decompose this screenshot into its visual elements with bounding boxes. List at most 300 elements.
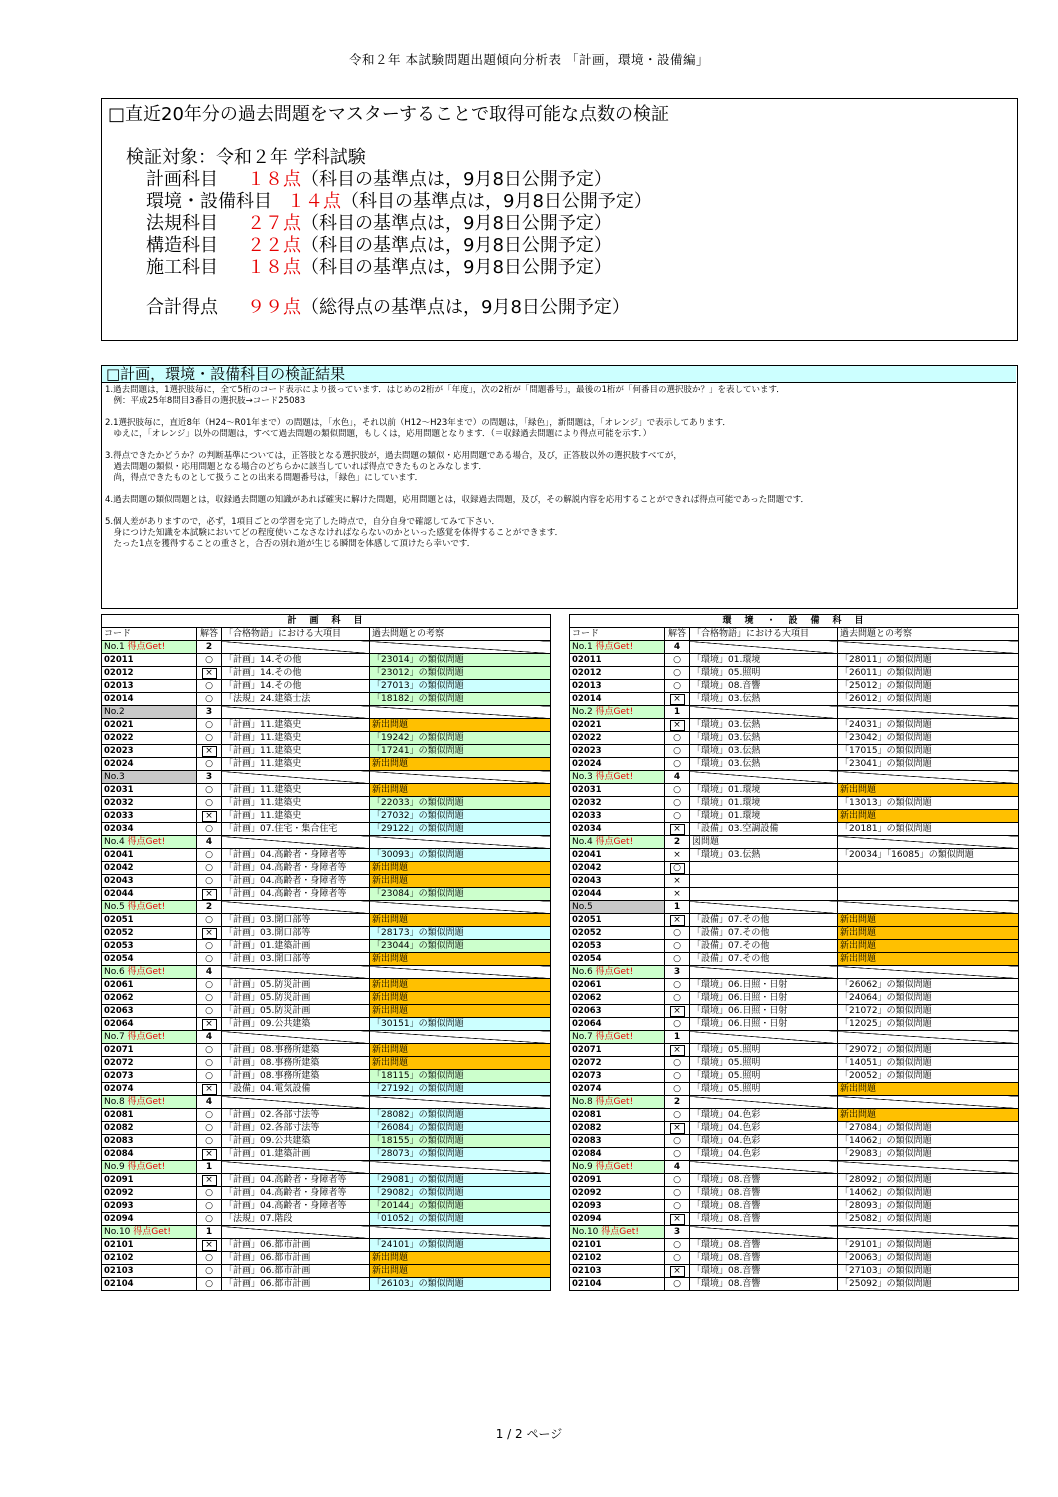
question-no: No.10 xyxy=(104,1227,131,1237)
header-note: 過去問題との考察 xyxy=(370,628,551,641)
judgement-mark: ○ xyxy=(205,1266,213,1276)
score-get-label: 得点Get! xyxy=(127,642,166,652)
judgement-cell xyxy=(197,1213,222,1226)
judgement-cell xyxy=(665,849,690,862)
choice-code: 02032 xyxy=(570,797,665,810)
item-category: 「法規」07.階段 xyxy=(222,1213,370,1226)
choice-code: 02084 xyxy=(570,1148,665,1161)
past-question-note: 「29122」の類似問題 xyxy=(370,823,551,836)
past-question-note: 「29081」の類似問題 xyxy=(370,1174,551,1187)
group-item xyxy=(222,1096,370,1109)
score-get-label: 得点Get! xyxy=(595,1032,634,1042)
past-question-note: 「23084」の類似問題 xyxy=(370,888,551,901)
results-note-line: 5.個人差がありますので，必ず，1項目ごとの学習を完了した時点で，自分自身で確認してみて下さい． xyxy=(105,517,501,527)
table-row xyxy=(570,1213,1019,1226)
judgement-mark: ○ xyxy=(673,798,681,808)
judgement-cell xyxy=(197,810,222,823)
group-note xyxy=(838,1031,1019,1044)
score-line xyxy=(146,169,612,191)
judgement-mark: ○ xyxy=(673,993,681,1003)
judgement-mark: ○ xyxy=(205,1071,213,1081)
judgement-mark: ○ xyxy=(205,980,213,990)
choice-code: 02063 xyxy=(570,1005,665,1018)
judgement-cell xyxy=(665,797,690,810)
table-row xyxy=(570,1278,1019,1291)
judgement-cell xyxy=(665,1135,690,1148)
question-no: No.5 xyxy=(572,902,593,912)
table-row xyxy=(570,979,1019,992)
group-item xyxy=(690,1096,838,1109)
score-get-label: 得点Get! xyxy=(127,967,166,977)
header-item: 「合格物語」における大項目 xyxy=(222,628,370,641)
choice-code: 02101 xyxy=(570,1239,665,1252)
past-question-note: 新出問題 xyxy=(370,953,551,966)
score-get-label: 得点Get! xyxy=(127,1097,166,1107)
header-note: 過去問題との考察 xyxy=(838,628,1019,641)
judgement-mark: × xyxy=(670,1123,685,1134)
group-note xyxy=(838,1226,1019,1239)
table-row xyxy=(102,1148,551,1161)
table-row xyxy=(570,745,1019,758)
group-note xyxy=(838,836,1019,849)
table-row xyxy=(102,1187,551,1200)
item-category: 「環境」06.日照・日射 xyxy=(690,1005,838,1018)
table-row xyxy=(102,953,551,966)
score-verification-box xyxy=(101,98,1018,341)
table-row xyxy=(102,1057,551,1070)
planning-table xyxy=(101,614,551,1291)
judgement-cell xyxy=(197,979,222,992)
item-category: 「計画」11.建築史 xyxy=(222,732,370,745)
subject-note: （科目の基準点は，9月8日公開予定） xyxy=(301,235,612,256)
item-category: 「計画」11.建築史 xyxy=(222,758,370,771)
table-row xyxy=(570,654,1019,667)
table-row xyxy=(570,1148,1019,1161)
correct-answer: 1 xyxy=(665,901,690,914)
group-item xyxy=(222,1031,370,1044)
table-row xyxy=(102,1109,551,1122)
item-category: 「環境」03.伝熱 xyxy=(690,758,838,771)
table-row xyxy=(102,914,551,927)
judgement-mark: × xyxy=(670,694,685,705)
past-question-note: 「24031」の類似問題 xyxy=(838,719,1019,732)
question-number xyxy=(102,1096,197,1109)
score-line xyxy=(146,257,612,279)
correct-answer: 2 xyxy=(665,836,690,849)
question-number xyxy=(102,706,197,719)
table-row xyxy=(570,1005,1019,1018)
judgement-mark: ○ xyxy=(205,1045,213,1055)
question-no: No.6 xyxy=(572,967,593,977)
judgement-mark: × xyxy=(673,889,681,899)
question-number xyxy=(102,966,197,979)
judgement-mark: ○ xyxy=(673,1279,681,1289)
table-title: 計 画 科 目 xyxy=(102,615,551,628)
question-no: No.2 xyxy=(572,707,593,717)
judgement-mark: × xyxy=(673,876,681,886)
judgement-cell xyxy=(665,810,690,823)
judgement-mark: × xyxy=(670,720,685,731)
past-question-note: 新出問題 xyxy=(838,927,1019,940)
group-note xyxy=(370,1226,551,1239)
subject-score: ２７点 xyxy=(247,213,301,234)
question-number xyxy=(102,1031,197,1044)
table-row xyxy=(570,1057,1019,1070)
table-row xyxy=(570,1174,1019,1187)
judgement-mark: × xyxy=(202,811,217,822)
table-row xyxy=(570,1239,1019,1252)
choice-code: 02023 xyxy=(570,745,665,758)
judgement-mark: ○ xyxy=(205,1253,213,1263)
judgement-mark: × xyxy=(202,1175,217,1186)
judgement-mark: × xyxy=(202,928,217,939)
item-category: 「環境」05.照明 xyxy=(690,1083,838,1096)
item-category: 「計画」11.建築史 xyxy=(222,784,370,797)
judgement-cell xyxy=(197,667,222,680)
judgement-cell xyxy=(665,1005,690,1018)
item-category: 「計画」09.公共建築 xyxy=(222,1018,370,1031)
correct-answer: 4 xyxy=(665,1161,690,1174)
verification-target: 検証対象：令和２年 学科試験 xyxy=(126,147,366,168)
question-no: No.7 xyxy=(572,1032,593,1042)
item-category: 「計画」02.各部寸法等 xyxy=(222,1109,370,1122)
group-item xyxy=(222,641,370,654)
judgement-mark: ○ xyxy=(673,1188,681,1198)
question-number xyxy=(570,901,665,914)
table-row xyxy=(102,888,551,901)
past-question-note: 「27032」の類似問題 xyxy=(370,810,551,823)
group-item xyxy=(222,966,370,979)
judgement-mark: ○ xyxy=(673,759,681,769)
judgement-cell xyxy=(197,1044,222,1057)
judgement-cell xyxy=(197,1109,222,1122)
judgement-cell xyxy=(665,940,690,953)
table-row xyxy=(102,992,551,1005)
judgement-mark: × xyxy=(673,850,681,860)
correct-answer: 3 xyxy=(197,771,222,784)
item-category: 「環境」01.環境 xyxy=(690,654,838,667)
judgement-cell xyxy=(665,979,690,992)
subject-label: 計画科目 xyxy=(146,169,218,190)
choice-code: 02013 xyxy=(570,680,665,693)
item-category: 「環境」03.伝熱 xyxy=(690,732,838,745)
choice-code: 02062 xyxy=(570,992,665,1005)
group-item xyxy=(222,901,370,914)
past-question-note: 「24101」の類似問題 xyxy=(370,1239,551,1252)
choice-code: 02024 xyxy=(102,758,197,771)
judgement-cell xyxy=(197,940,222,953)
table-row xyxy=(570,1252,1019,1265)
judgement-mark: ○ xyxy=(673,733,681,743)
judgement-mark: ○ xyxy=(673,1110,681,1120)
judgement-mark: ○ xyxy=(205,733,213,743)
correct-answer: 1 xyxy=(197,1161,222,1174)
item-category: 「計画」04.高齢者・身障者等 xyxy=(222,875,370,888)
judgement-cell xyxy=(197,1070,222,1083)
item-category: 「設備」07.その他 xyxy=(690,953,838,966)
question-number xyxy=(102,1226,197,1239)
judgement-cell xyxy=(197,732,222,745)
choice-code: 02104 xyxy=(570,1278,665,1291)
table-row xyxy=(102,1070,551,1083)
past-question-note: 「29072」の類似問題 xyxy=(838,1044,1019,1057)
subject-score: ２２点 xyxy=(247,235,301,256)
judgement-mark: ○ xyxy=(673,655,681,665)
judgement-mark: ○ xyxy=(205,694,213,704)
judgement-cell xyxy=(197,1265,222,1278)
choice-code: 02051 xyxy=(102,914,197,927)
judgement-mark: ○ xyxy=(205,1214,213,1224)
judgement-cell xyxy=(665,1083,690,1096)
item-category: 「計画」07.住宅・集合住宅 xyxy=(222,823,370,836)
judgement-cell xyxy=(197,1057,222,1070)
judgement-cell xyxy=(197,1278,222,1291)
choice-code: 02072 xyxy=(570,1057,665,1070)
past-question-note: 新出問題 xyxy=(838,1109,1019,1122)
choice-code: 02074 xyxy=(102,1083,197,1096)
judgement-mark: × xyxy=(202,746,217,757)
question-number xyxy=(570,1161,665,1174)
choice-code: 02044 xyxy=(102,888,197,901)
judgement-cell xyxy=(197,1252,222,1265)
judgement-mark: × xyxy=(670,824,685,835)
question-no: No.3 xyxy=(104,772,125,782)
past-question-note: 「20052」の類似問題 xyxy=(838,1070,1019,1083)
choice-code: 02081 xyxy=(102,1109,197,1122)
judgement-mark: ○ xyxy=(205,850,213,860)
choice-code: 02081 xyxy=(570,1109,665,1122)
group-item xyxy=(222,1226,370,1239)
judgement-mark: ○ xyxy=(673,1253,681,1263)
table-row xyxy=(102,862,551,875)
question-no: No.4 xyxy=(104,837,125,847)
choice-code: 02043 xyxy=(570,875,665,888)
judgement-mark: ○ xyxy=(205,655,213,665)
past-question-note: 「23042」の類似問題 xyxy=(838,732,1019,745)
table-row xyxy=(570,732,1019,745)
past-question-note: 「23012」の類似問題 xyxy=(370,667,551,680)
past-question-note: 新出問題 xyxy=(838,784,1019,797)
judgement-mark: × xyxy=(202,889,217,900)
question-number xyxy=(102,836,197,849)
item-category: 「環境」01.環境 xyxy=(690,797,838,810)
total-score: ９９点 xyxy=(247,297,301,318)
group-note xyxy=(370,836,551,849)
item-category: 「環境」03.伝熱 xyxy=(690,719,838,732)
table-row xyxy=(570,810,1019,823)
judgement-cell xyxy=(665,823,690,836)
past-question-note: 「25082」の類似問題 xyxy=(838,1213,1019,1226)
judgement-cell xyxy=(197,888,222,901)
choice-code: 02034 xyxy=(570,823,665,836)
past-question-note: 「17015」の類似問題 xyxy=(838,745,1019,758)
table-row xyxy=(570,1265,1019,1278)
table-row xyxy=(570,1200,1019,1213)
choice-code: 02083 xyxy=(570,1135,665,1148)
choice-code: 02014 xyxy=(570,693,665,706)
choice-code: 02064 xyxy=(102,1018,197,1031)
judgement-cell xyxy=(197,992,222,1005)
judgement-cell xyxy=(665,1187,690,1200)
past-question-note: 「26084」の類似問題 xyxy=(370,1122,551,1135)
past-question-note: 「20144」の類似問題 xyxy=(370,1200,551,1213)
item-category: 「計画」08.事務所建築 xyxy=(222,1070,370,1083)
total-score-line xyxy=(146,297,630,319)
judgement-cell xyxy=(665,1109,690,1122)
past-question-note: 新出問題 xyxy=(370,1005,551,1018)
judgement-cell xyxy=(665,888,690,901)
judgement-mark: × xyxy=(670,1006,685,1017)
choice-code: 02082 xyxy=(570,1122,665,1135)
judgement-mark: ○ xyxy=(673,1019,681,1029)
header-code: コード xyxy=(570,628,665,641)
header-item: 「合格物語」における大項目 xyxy=(690,628,838,641)
item-category: 「計画」11.建築史 xyxy=(222,745,370,758)
table-row xyxy=(102,1122,551,1135)
judgement-cell xyxy=(197,849,222,862)
past-question-note: 「26011」の類似問題 xyxy=(838,667,1019,680)
question-number xyxy=(102,641,197,654)
judgement-mark: ○ xyxy=(673,811,681,821)
past-question-note: 新出問題 xyxy=(370,979,551,992)
table-row xyxy=(570,1122,1019,1135)
choice-code: 02102 xyxy=(570,1252,665,1265)
judgement-mark: ○ xyxy=(205,720,213,730)
group-item: 図問題 xyxy=(690,836,838,849)
judgement-mark: ○ xyxy=(205,824,213,834)
judgement-mark: ○ xyxy=(673,1084,681,1094)
judgement-cell xyxy=(197,1083,222,1096)
table-row xyxy=(570,888,1019,901)
past-question-note: 「28173」の類似問題 xyxy=(370,927,551,940)
choice-code: 02063 xyxy=(102,1005,197,1018)
item-category: 「環境」05.照明 xyxy=(690,667,838,680)
group-note xyxy=(838,771,1019,784)
choice-code: 02041 xyxy=(570,849,665,862)
judgement-cell xyxy=(197,719,222,732)
judgement-cell xyxy=(197,797,222,810)
judgement-cell xyxy=(665,693,690,706)
past-question-note: 「25092」の類似問題 xyxy=(838,1278,1019,1291)
past-question-note: 「19242」の類似問題 xyxy=(370,732,551,745)
judgement-mark: ○ xyxy=(673,928,681,938)
item-category: 「環境」05.照明 xyxy=(690,1057,838,1070)
table-row xyxy=(570,1044,1019,1057)
table-row xyxy=(102,927,551,940)
judgement-cell xyxy=(665,927,690,940)
question-number xyxy=(102,901,197,914)
table-row xyxy=(102,745,551,758)
item-category: 「計画」04.高齢者・身障者等 xyxy=(222,1187,370,1200)
item-category: 「環境」08.音響 xyxy=(690,680,838,693)
group-note xyxy=(370,966,551,979)
header-code: コード xyxy=(102,628,197,641)
table-row xyxy=(570,1135,1019,1148)
judgement-mark: ○ xyxy=(205,785,213,795)
question-no: No.8 xyxy=(572,1097,593,1107)
past-question-note: 新出問題 xyxy=(370,1252,551,1265)
judgement-cell xyxy=(197,1200,222,1213)
choice-code: 02103 xyxy=(102,1265,197,1278)
past-question-note: 「12025」の類似問題 xyxy=(838,1018,1019,1031)
choice-code: 02012 xyxy=(102,667,197,680)
judgement-mark: ○ xyxy=(673,980,681,990)
item-category: 「環境」08.音響 xyxy=(690,1265,838,1278)
past-question-note: 新出問題 xyxy=(838,940,1019,953)
judgement-cell xyxy=(665,1070,690,1083)
judgement-cell xyxy=(665,914,690,927)
judgement-mark: ○ xyxy=(205,1123,213,1133)
judgement-cell xyxy=(197,1148,222,1161)
item-category: 「計画」04.高齢者・身障者等 xyxy=(222,849,370,862)
group-item xyxy=(690,966,838,979)
item-category: 「計画」08.事務所建築 xyxy=(222,1044,370,1057)
choice-code: 02073 xyxy=(102,1070,197,1083)
choice-code: 02022 xyxy=(570,732,665,745)
judgement-mark: ○ xyxy=(673,941,681,951)
choice-code: 02084 xyxy=(102,1148,197,1161)
past-question-note: 「18182」の類似問題 xyxy=(370,693,551,706)
item-category: 「計画」02.各部寸法等 xyxy=(222,1122,370,1135)
judgement-mark: ○ xyxy=(673,1175,681,1185)
item-category: 「環境」06.日照・日射 xyxy=(690,979,838,992)
question-no: No.2 xyxy=(104,707,125,717)
score-get-label: 得点Get! xyxy=(127,837,166,847)
table-row xyxy=(570,680,1019,693)
question-no: No.8 xyxy=(104,1097,125,1107)
judgement-cell xyxy=(665,654,690,667)
results-heading: □計画，環境・設備科目の検証結果 xyxy=(102,366,1016,383)
correct-answer: 3 xyxy=(665,1226,690,1239)
choice-code: 02103 xyxy=(570,1265,665,1278)
choice-code: 02014 xyxy=(102,693,197,706)
past-question-note: 「28093」の類似問題 xyxy=(838,1200,1019,1213)
judgement-mark: ○ xyxy=(205,1136,213,1146)
choice-code: 02104 xyxy=(102,1278,197,1291)
judgement-cell xyxy=(665,1122,690,1135)
past-question-note xyxy=(838,862,1019,875)
past-question-note: 「14051」の類似問題 xyxy=(838,1057,1019,1070)
judgement-mark: ○ xyxy=(205,1006,213,1016)
item-category: 「環境」08.音響 xyxy=(690,1187,838,1200)
judgement-mark: × xyxy=(202,1019,217,1030)
item-category xyxy=(690,888,838,901)
choice-code: 02073 xyxy=(570,1070,665,1083)
judgement-mark: ○ xyxy=(205,1201,213,1211)
item-category: 「計画」14.その他 xyxy=(222,654,370,667)
question-no: No.9 xyxy=(104,1162,125,1172)
question-number xyxy=(102,771,197,784)
subject-label: 環境・設備科目 xyxy=(146,191,272,212)
choice-code: 02051 xyxy=(570,914,665,927)
table-row xyxy=(102,1174,551,1187)
item-category: 「環境」08.音響 xyxy=(690,1213,838,1226)
score-get-label: 得点Get! xyxy=(601,1227,639,1237)
group-item xyxy=(690,1161,838,1174)
judgement-cell xyxy=(665,1200,690,1213)
judgement-cell xyxy=(197,693,222,706)
past-question-note: 「21072」の類似問題 xyxy=(838,1005,1019,1018)
item-category: 「設備」07.その他 xyxy=(690,914,838,927)
item-category: 「環境」04.色彩 xyxy=(690,1148,838,1161)
correct-answer: 3 xyxy=(665,966,690,979)
judgement-cell xyxy=(665,1252,690,1265)
choice-code: 02061 xyxy=(102,979,197,992)
choice-code: 02061 xyxy=(570,979,665,992)
past-question-note: 新出問題 xyxy=(370,1265,551,1278)
table-row xyxy=(102,875,551,888)
judgement-mark: × xyxy=(670,915,685,926)
